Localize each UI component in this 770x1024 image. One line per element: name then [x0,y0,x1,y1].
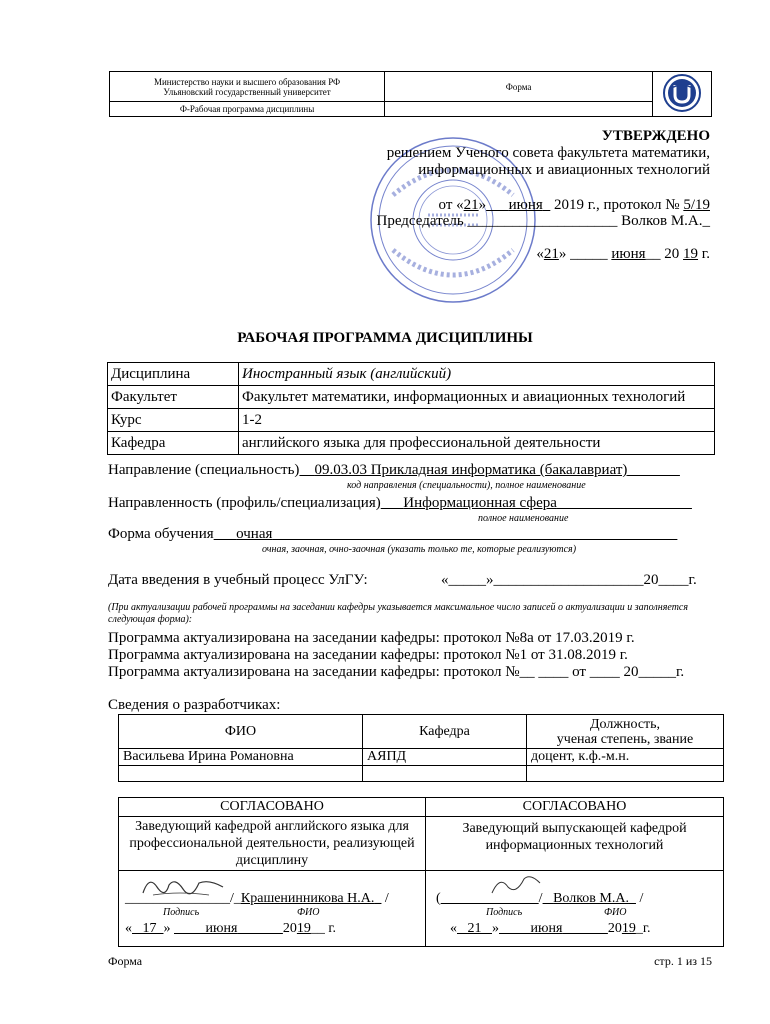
actualization-line-1: Программа актуализирована на заседании кафедры: протокол №8а от 17.03.2019 г. [108,630,635,646]
university-text: Ульяновский государственный университет [163,86,331,97]
agreement-2-sign-hint: Подпись [486,907,523,918]
dev-position: доцент, к.ф.-м.н. [527,749,724,766]
col-position [527,715,724,749]
agreement-2-title: СОГЛАСОВАНО [426,798,724,817]
ministry-cell [110,72,385,102]
agreement-2-day: 21 [467,921,482,936]
agreement-1-sign [119,871,426,947]
agreement-1-sign-hint: Подпись [163,907,200,918]
table-row [119,798,724,817]
doc-type: Ф-Рабочая программа дисциплины [110,102,385,117]
date-suffix: г. [698,246,710,262]
actualization-line-2: Программа актуализирована на заседании кафедры: протокол №1 от 31.08.2019 г. [108,647,628,663]
study-form-hint: очная, заочная, очно-заочная (указать только те, которые реализуются) [262,544,577,555]
protocol-number: 5/19 [683,197,710,213]
header-box [109,71,712,117]
agreement-1-fio-hint: ФИО [297,907,320,918]
direction-hint: код направления (специальности), полное наименование [347,480,586,491]
agreement-1-title: СОГЛАСОВАНО [119,798,426,817]
department-value: английского языка для профессиональной деятельности [239,432,715,455]
study-form-label: Форма обучения [108,526,214,542]
approval-title: УТВЕРЖДЕНО [601,128,710,144]
main-title: РАБОЧАЯ ПРОГРАММА ДИСЦИПЛИНЫ [237,330,533,346]
logo-cell [653,72,712,117]
table-row [108,363,715,386]
protocol-mid: » [478,197,487,213]
agreement-1-month: июня [205,921,238,936]
empty-cell [385,102,653,117]
chair-name: Волков М.А._ [621,213,710,229]
dev-department: АЯПД [363,749,527,766]
agreement-2-name: Волков М.А. [553,891,629,906]
direction-label: Направление (специальность) [108,462,300,478]
table-row [119,766,724,782]
table-row [108,409,715,432]
agreement-1-year: 19 [296,921,311,936]
course-value: 1-2 [239,409,715,432]
date-year: 19 [683,246,699,262]
chair-label: Председатель [376,213,464,229]
ministry-text: Министерство науки и высшего образования РФ [153,76,341,87]
approval-line1: решением Ученого совета факультета математики, [386,145,710,161]
profile-value: Информационная сфера [403,495,557,511]
discipline-table [107,362,715,455]
date-day: 21 [543,246,559,262]
protocol-month: июня [508,197,543,213]
approval-line2: информационных и авиационных технологий [418,162,710,178]
profile-label: Направленность (профиль/специализация) [108,495,381,511]
university-logo-icon [662,73,702,113]
approval-chair: Председатель ____________________ Волков М.А._ [376,213,710,229]
form-label: Форма [385,72,653,102]
course-label: Курс [108,409,239,432]
agreement-2-fio-hint: ФИО [604,907,627,918]
profile-hint: полное наименование [478,513,569,524]
agreement-1-day: 17 [142,921,157,936]
direction-value: 09.03.03 Прикладная информатика (бакалавриат) [314,462,628,478]
faculty-value: Факультет математики, информационных и авиационных технологий [239,386,715,409]
table-row [108,386,715,409]
footer-form-label: Форма [108,954,143,968]
agreement-2-sign [426,871,724,947]
agreement-2-month: июня [530,921,563,936]
agreement-1-role: Заведующий кафедрой английского языка для профессиональной деятельности, реализующей дисциплину [119,817,426,871]
developers-title: Сведения о разработчиках: [108,697,281,713]
col-department: Кафедра [363,715,527,749]
actualization-note: (При актуализации рабочей программы на заседании кафедры указывается максимальное число записей о актуализации и заполняется следующая форма): [108,602,689,625]
developers-table [118,714,724,782]
footer-page-number: стр. 1 из 15 [654,954,712,968]
direction-line [108,462,680,479]
agreement-2-year: 19 [621,921,636,936]
col-position-line1: Должность, [589,716,661,732]
table-row [119,715,724,749]
approval-date: «21» _____ июня__ 20 19 г. [536,246,710,262]
intro-date-value: «_____»____________________20____г. [441,572,697,588]
agreement-1-name: Крашенинникова Н.А. [240,891,375,906]
protocol-prefix: от « [438,197,464,213]
table-row [108,432,715,455]
study-form-line [108,526,677,543]
profile-line [108,495,692,512]
col-position-line2: ученая степень, звание [556,731,694,747]
protocol-year: 2019 г., протокол № [550,197,684,213]
agreement-2-name-line: ( / Волков М.А. / [436,891,644,906]
table-row [119,871,724,947]
table-row [119,817,724,871]
faculty-label: Факультет [108,386,239,409]
intro-date-label: Дата введения в учебный процесс УлГУ: [108,572,368,588]
date-month: июня [611,246,646,262]
agreements-table [118,797,724,947]
approval-protocol [439,197,710,214]
agreement-2-date: « 21 » июня 2019_г. [450,921,651,936]
department-label: Кафедра [108,432,239,455]
agreement-1-name-line: _______________/_Крашенинникова Н.А._ / [125,891,389,906]
actualization-line-3: Программа актуализирована на заседании кафедры: протокол №__ ____ от ____ 20_____г. [108,664,685,680]
agreement-2-role: Заведующий выпускающей кафедрой информационных технологий [426,817,724,871]
study-form-value: очная [236,526,273,542]
dev-fio: Васильева Ирина Романовна [119,749,363,766]
discipline-label: Дисциплина [108,363,239,386]
protocol-day: 21 [463,197,479,213]
col-fio: ФИО [119,715,363,749]
date-year-prefix: 20 [660,246,684,262]
discipline-value: Иностранный язык (английский) [239,363,715,386]
agreement-1-date: « 17 » июня 2019__ г. [125,921,337,936]
table-row [119,749,724,766]
